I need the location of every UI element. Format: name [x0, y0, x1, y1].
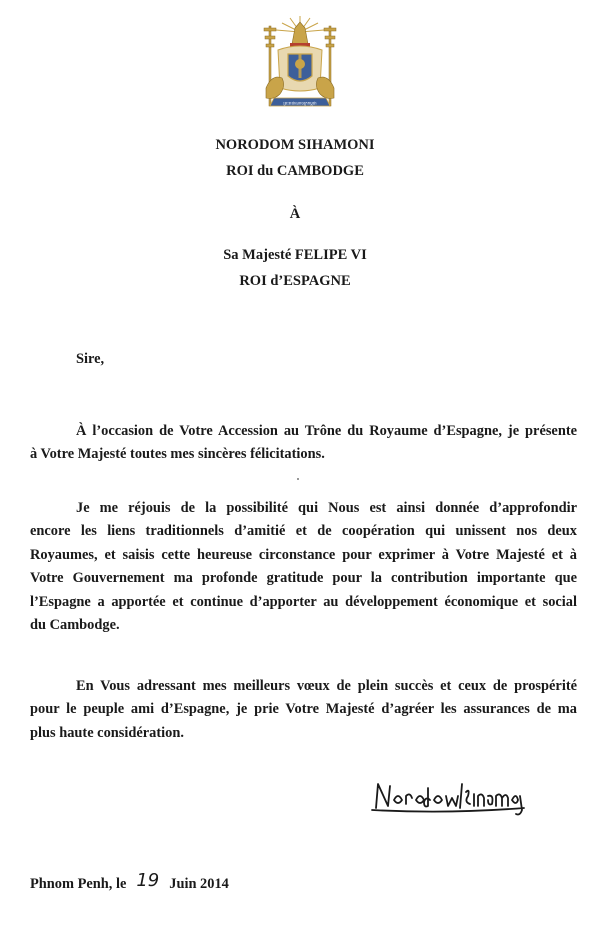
- handwritten-signature: [368, 770, 528, 820]
- paragraph-line: à Votre Majesté toutes mes sincères félicitations.: [30, 446, 325, 463]
- scan-dot: [297, 478, 299, 480]
- coat-of-arms-inscription: ព្រះរាជាណាចក្រកម្ពុជា: [283, 100, 317, 106]
- paragraph-line: du Cambodge.: [30, 617, 120, 634]
- paragraph-line: Je me réjouis de la possibilité qui Nous est ainsi donnée d’approfondir: [76, 500, 577, 516]
- salutation: Sire,: [76, 351, 105, 367]
- paragraph-2: [30, 497, 577, 637]
- dateline: [30, 872, 229, 895]
- paragraph-3: [30, 675, 577, 745]
- recipient-name: Sa Majesté FELIPE VI: [223, 247, 367, 263]
- paragraph-line: En Vous adressant mes meilleurs vœux de plein succès et ceux de prospérité: [76, 678, 577, 694]
- sender-title: ROI du CAMBODGE: [226, 163, 364, 179]
- paragraph-line: l’Espagne a apportée et continue d’apporter au développement économique et social: [30, 593, 577, 610]
- royal-coat-of-arms-icon: [252, 14, 348, 114]
- sender-name: NORODOM SIHAMONI: [215, 137, 375, 153]
- dateline-month-year: Juin 2014: [169, 876, 229, 892]
- paragraph-line: Royaumes, et saisis cette heureuse circonstance pour exprimer à Votre Majesté et à: [30, 546, 577, 563]
- paragraph-line: plus haute considération.: [30, 724, 184, 741]
- dateline-place: Phnom Penh, le: [30, 876, 127, 892]
- dateline-day: 19: [136, 870, 160, 891]
- recipient-title: ROI d’ESPAGNE: [239, 273, 351, 289]
- paragraph-line: encore les liens traditionnels d’amitié et de coopération qui unissent nos deux: [30, 523, 577, 540]
- to-mark: À: [289, 206, 301, 222]
- paragraph-line: Votre Gouvernement ma profonde gratitude pour la contribution importante que: [30, 570, 577, 587]
- paragraph-line: pour le peuple ami d’Espagne, je prie Votre Majesté d’agréer les assurances de ma: [30, 701, 577, 718]
- paragraph-1: [30, 420, 577, 467]
- paragraph-line: À l’occasion de Votre Accession au Trône du Royaume d’Espagne, je présente: [76, 423, 577, 439]
